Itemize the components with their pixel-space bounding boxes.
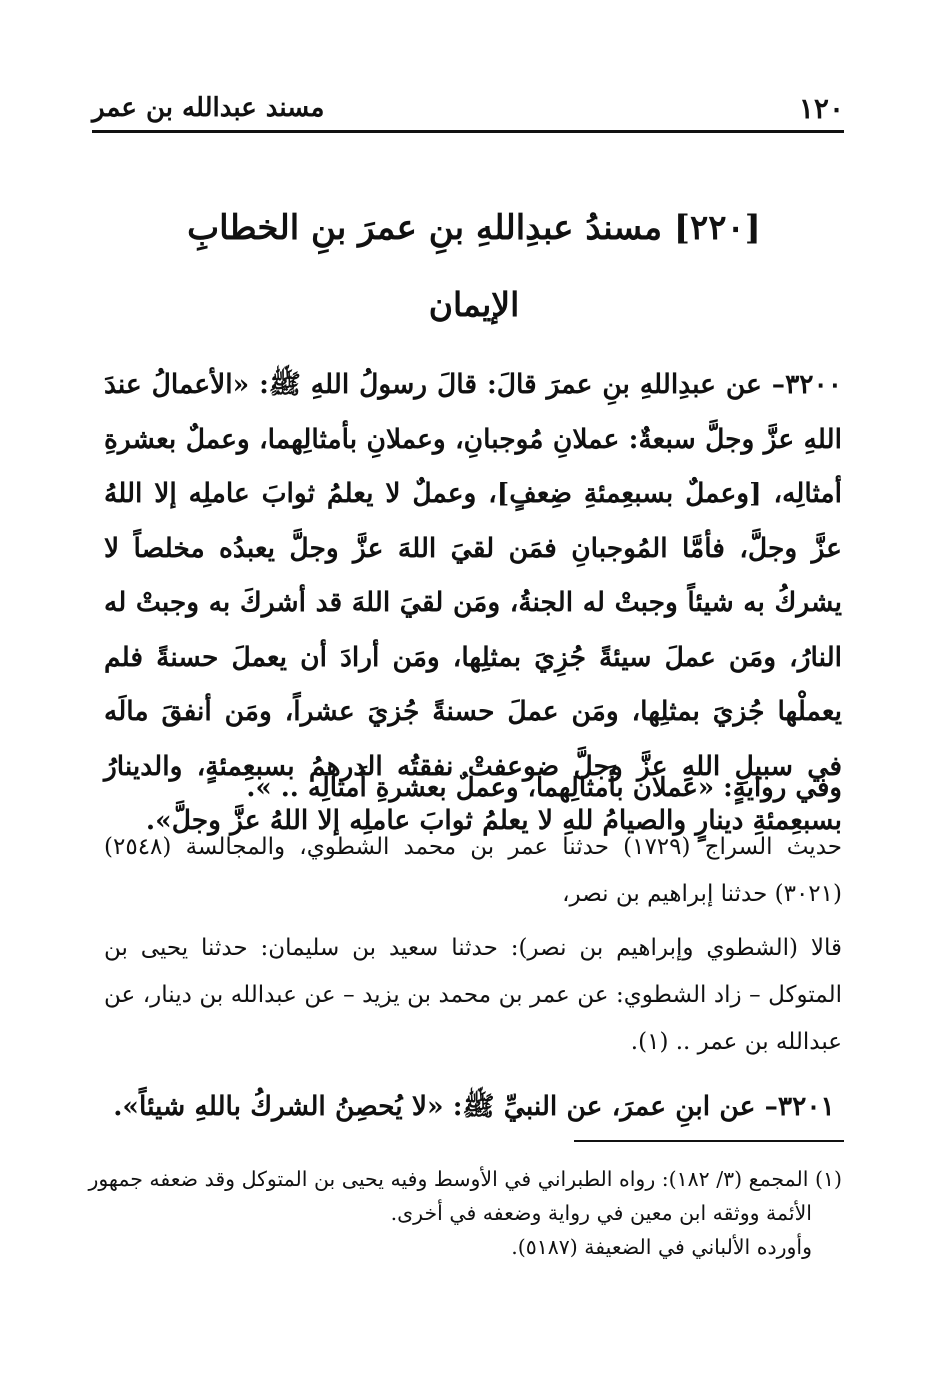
- running-header: [92, 88, 844, 128]
- footnote-1-line-2: الأئمة ووثقه ابن معين في رواية وضعفه في أخرى.: [390, 1201, 812, 1225]
- page-number: ١٢٠: [798, 91, 844, 125]
- hadith-3201-text: ٣٢٠١– عن ابنِ عمرَ، عن النبيِّ ﷺ: «لا يُحصِنُ الشركُ باللهِ شيئاً».: [113, 1091, 835, 1122]
- chapter-title: [٢٢٠] مسندُ عبدِاللهِ بنِ عمرَ بنِ الخطابِ: [187, 208, 761, 248]
- running-title: مسند عبدالله بن عمر: [92, 93, 325, 123]
- section-title: الإيمان: [428, 285, 520, 324]
- hadith-3200-text: ٣٢٠٠– عن عبدِاللهِ بنِ عمرَ قالَ: قالَ رسولُ اللهِ ﷺ: «الأعمالُ عندَ اللهِ عزَّ وجلَّ سبعةٌ: عملانِ مُوجبانِ، وعملانِ بأمثالِهما، وعملٌ بعشرةِ أمثالِه، [وعملٌ بسبعِمئةِ ضِعفٍ]، وعملٌ لا يعلمُ ثوابَ عاملِه إلا اللهُ عزَّ وجلَّ، فأمَّا المُوجبانِ فمَن لقيَ اللهَ عزَّ وجلَّ يعبدُه مخلصاً لا يشركُ به شيئاً وجبتْ له الجنةُ، ومَن لقيَ اللهَ قد أشركَ به وجبتْ له النارُ، ومَن عملَ سيئةً جُزِيَ بمثلِها، ومَن أرادَ أن يعملَ حسنةً فلم يعملْها جُزيَ بمثلِها، ومَن عملَ حسنةً جُزيَ عشراً، ومَن أنفقَ مالَه في سبيلِ اللهِ عزَّ وجلَّ ضوعفتْ نفقتُه الدرهمُ بسبعِمئةٍ، والدينارُ بسبعِمئةِ دينارٍ والصيامُ للهِ لا يعلمُ ثوابَ عاملِه إلا اللهُ عزَّ وجلَّ».: [104, 369, 842, 836]
- footnotes: [88, 1162, 842, 1264]
- hadith-3200-isnad-2: قالا (الشطوي وإبراهيم بن نصر): حدثنا سعيد بن سليمان: حدثنا يحيى بن المتوكل – زاد الشطوي: عن عمر بن محمد بن يزيد – عن عبدالله بن دينار، عن عبدالله بن عمر .. (١).: [104, 935, 842, 1055]
- footnote-1-line-3: وأورده الألباني في الضعيفة (٥١٨٧).: [511, 1235, 812, 1259]
- footnote-1-line-1: (١) المجمع (٣/ ١٨٢): رواه الطبراني في الأوسط وفيه يحيى بن المتوكل وقد ضعفه جمهور: [88, 1167, 842, 1191]
- header-rule: [92, 130, 844, 133]
- hadith-3200-variant: وفي روايةٍ: «عَملان بأَمثالِهما، وعملٌ بعشرةِ أَمثالِه .. ».: [246, 773, 842, 803]
- footnote-rule: [574, 1140, 844, 1142]
- hadith-3200-isnad-1: حديث السراج (١٧٢٩) حدثنا عمر بن محمد الشطوي، والمجالسة (٢٥٤٨) (٣٠٢١) حدثنا إبراهيم بن نصر،: [104, 834, 842, 907]
